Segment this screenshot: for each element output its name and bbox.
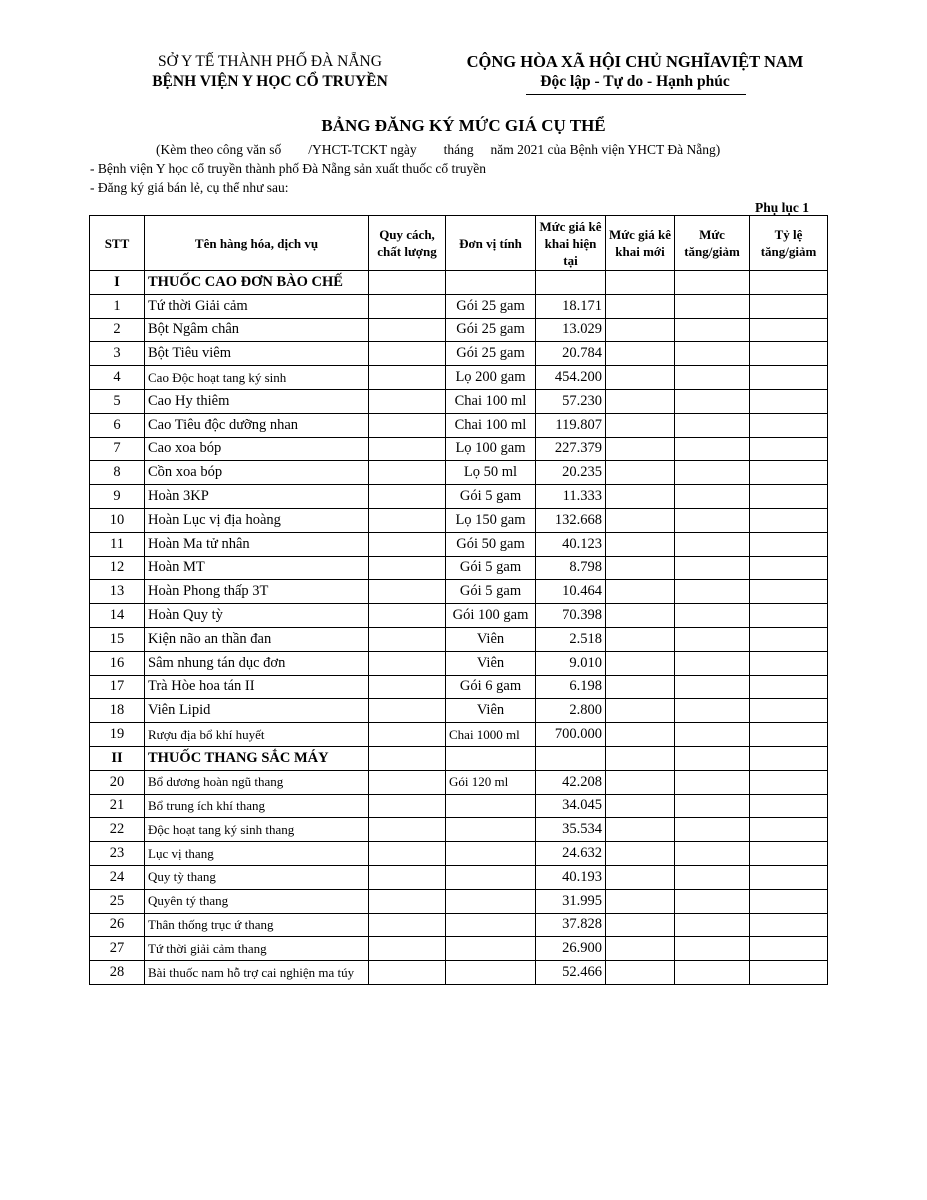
row-change (675, 556, 750, 580)
table-row (90, 556, 828, 580)
table-row (90, 937, 828, 961)
table-row (90, 794, 828, 818)
row-stt: 24 (90, 865, 145, 889)
row-unit: Gói 50 gam (446, 532, 536, 556)
empty-cell (606, 746, 675, 770)
col-header-unit: Đơn vị tính (446, 216, 536, 271)
row-change (675, 485, 750, 509)
col-header-stt: STT (90, 216, 145, 271)
row-stt: 6 (90, 413, 145, 437)
row-current-price: 8.798 (536, 556, 606, 580)
row-new-price (606, 961, 675, 985)
row-current-price: 20.784 (536, 342, 606, 366)
row-change (675, 723, 750, 747)
row-unit: Gói 25 gam (446, 294, 536, 318)
row-name: Cao xoa bóp (145, 437, 369, 461)
row-current-price: 37.828 (536, 913, 606, 937)
section-code: II (90, 746, 145, 770)
national-title: CỘNG HÒA XÃ HỘI CHỦ NGHĨAVIỆT NAM (466, 52, 804, 71)
row-spec (369, 580, 446, 604)
issuer-header (110, 52, 430, 92)
row-stt: 16 (90, 651, 145, 675)
section-title: THUỐC THANG SẮC MÁY (145, 746, 369, 770)
row-ratio (750, 580, 828, 604)
row-new-price (606, 413, 675, 437)
row-current-price: 700.000 (536, 723, 606, 747)
row-name: Hoàn Ma tử nhân (145, 532, 369, 556)
row-stt: 17 (90, 675, 145, 699)
table-row (90, 961, 828, 985)
row-ratio (750, 604, 828, 628)
row-new-price (606, 699, 675, 723)
appendix-label: Phụ lục 1 (754, 200, 809, 215)
row-unit: Chai 100 ml (446, 413, 536, 437)
row-stt: 28 (90, 961, 145, 985)
row-current-price: 42.208 (536, 770, 606, 794)
table-row (90, 889, 828, 913)
row-new-price (606, 723, 675, 747)
row-current-price: 34.045 (536, 794, 606, 818)
row-change (675, 366, 750, 390)
row-change (675, 937, 750, 961)
row-spec (369, 842, 446, 866)
row-stt: 4 (90, 366, 145, 390)
table-row (90, 604, 828, 628)
row-stt: 21 (90, 794, 145, 818)
row-current-price: 9.010 (536, 651, 606, 675)
table-row (90, 342, 828, 366)
row-current-price: 20.235 (536, 461, 606, 485)
row-new-price (606, 294, 675, 318)
row-new-price (606, 913, 675, 937)
table-header-row (90, 216, 828, 271)
row-name: Cao Hy thiêm (145, 389, 369, 413)
row-name: Lục vị thang (145, 842, 369, 866)
row-stt: 13 (90, 580, 145, 604)
row-ratio (750, 889, 828, 913)
row-name: Độc hoạt tang ký sinh thang (145, 818, 369, 842)
row-spec (369, 604, 446, 628)
row-current-price: 40.193 (536, 865, 606, 889)
table-row (90, 485, 828, 509)
row-unit: Lọ 100 gam (446, 437, 536, 461)
table-row (90, 318, 828, 342)
row-change (675, 913, 750, 937)
row-name: Quyên tý thang (145, 889, 369, 913)
row-spec (369, 318, 446, 342)
row-change (675, 294, 750, 318)
row-name: Hoàn Phong thấp 3T (145, 580, 369, 604)
row-stt: 15 (90, 627, 145, 651)
row-current-price: 13.029 (536, 318, 606, 342)
row-stt: 27 (90, 937, 145, 961)
row-new-price (606, 651, 675, 675)
row-current-price: 6.198 (536, 675, 606, 699)
row-ratio (750, 794, 828, 818)
table-row (90, 651, 828, 675)
row-ratio (750, 770, 828, 794)
table-row (90, 913, 828, 937)
row-unit: Chai 1000 ml (446, 723, 536, 747)
row-change (675, 580, 750, 604)
row-ratio (750, 675, 828, 699)
empty-cell (750, 746, 828, 770)
row-name: Tứ thời giải cảm thang (145, 937, 369, 961)
row-new-price (606, 770, 675, 794)
empty-cell (369, 271, 446, 295)
table-row (90, 532, 828, 556)
row-spec (369, 937, 446, 961)
row-new-price (606, 485, 675, 509)
row-new-price (606, 627, 675, 651)
row-stt: 10 (90, 508, 145, 532)
empty-cell (675, 746, 750, 770)
row-new-price (606, 842, 675, 866)
row-spec (369, 627, 446, 651)
row-ratio (750, 818, 828, 842)
row-name: Bột Tiêu viêm (145, 342, 369, 366)
row-name: Bổ trung ích khí thang (145, 794, 369, 818)
row-ratio (750, 413, 828, 437)
table-row (90, 366, 828, 390)
row-current-price: 18.171 (536, 294, 606, 318)
row-ratio (750, 913, 828, 937)
row-ratio (750, 437, 828, 461)
row-current-price: 57.230 (536, 389, 606, 413)
row-stt: 2 (90, 318, 145, 342)
row-stt: 12 (90, 556, 145, 580)
row-current-price: 40.123 (536, 532, 606, 556)
row-unit (446, 794, 536, 818)
row-stt: 7 (90, 437, 145, 461)
row-stt: 23 (90, 842, 145, 866)
national-header (440, 52, 830, 92)
empty-cell (536, 746, 606, 770)
row-ratio (750, 294, 828, 318)
national-motto: Độc lập - Tự do - Hạnh phúc (540, 73, 730, 90)
row-spec (369, 366, 446, 390)
row-spec (369, 913, 446, 937)
table-row (90, 723, 828, 747)
row-spec (369, 961, 446, 985)
row-ratio (750, 699, 828, 723)
empty-cell (750, 271, 828, 295)
empty-cell (446, 746, 536, 770)
row-spec (369, 413, 446, 437)
row-new-price (606, 532, 675, 556)
row-change (675, 699, 750, 723)
empty-cell (446, 271, 536, 295)
row-change (675, 604, 750, 628)
row-stt: 25 (90, 889, 145, 913)
row-spec (369, 556, 446, 580)
issuer-department: SỞ Y TẾ THÀNH PHỐ ĐÀ NẴNG (158, 53, 382, 70)
row-ratio (750, 485, 828, 509)
row-change (675, 865, 750, 889)
row-new-price (606, 889, 675, 913)
row-unit: Viên (446, 627, 536, 651)
row-change (675, 651, 750, 675)
section-title: THUỐC CAO ĐƠN BÀO CHẾ (145, 271, 369, 295)
row-name: Bài thuốc nam hỗ trợ cai nghiện ma túy (145, 961, 369, 985)
empty-cell (606, 271, 675, 295)
row-name: Kiện não an thần đan (145, 627, 369, 651)
row-ratio (750, 342, 828, 366)
row-spec (369, 770, 446, 794)
row-ratio (750, 627, 828, 651)
row-change (675, 461, 750, 485)
row-unit: Lọ 200 gam (446, 366, 536, 390)
row-name: Tứ thời Giải cảm (145, 294, 369, 318)
table-body (90, 271, 828, 985)
row-current-price: 10.464 (536, 580, 606, 604)
row-spec (369, 508, 446, 532)
section-code: I (90, 271, 145, 295)
row-stt: 22 (90, 818, 145, 842)
row-ratio (750, 318, 828, 342)
row-new-price (606, 437, 675, 461)
col-header-spec: Quy cách, chất lượng (369, 216, 446, 271)
row-spec (369, 389, 446, 413)
row-current-price: 227.379 (536, 437, 606, 461)
row-change (675, 818, 750, 842)
row-new-price (606, 366, 675, 390)
row-stt: 18 (90, 699, 145, 723)
row-name: Thân thống trục ứ thang (145, 913, 369, 937)
empty-cell (675, 271, 750, 295)
row-new-price (606, 865, 675, 889)
row-stt: 1 (90, 294, 145, 318)
row-current-price: 11.333 (536, 485, 606, 509)
row-change (675, 508, 750, 532)
row-name: Viên Lipid (145, 699, 369, 723)
col-header-new-price: Mức giá kê khai mới (606, 216, 675, 271)
row-stt: 3 (90, 342, 145, 366)
table-row (90, 675, 828, 699)
row-new-price (606, 508, 675, 532)
col-header-ratio: Tỷ lệ tăng/giảm (750, 216, 828, 271)
table-row (90, 818, 828, 842)
row-spec (369, 865, 446, 889)
row-ratio (750, 723, 828, 747)
table-row (90, 580, 828, 604)
row-ratio (750, 508, 828, 532)
row-spec (369, 485, 446, 509)
document-title: BẢNG ĐĂNG KÝ MỨC GIÁ CỤ THỂ (321, 116, 606, 135)
row-spec (369, 437, 446, 461)
row-new-price (606, 794, 675, 818)
row-unit: Viên (446, 651, 536, 675)
row-spec (369, 699, 446, 723)
row-unit: Lọ 50 ml (446, 461, 536, 485)
row-current-price: 132.668 (536, 508, 606, 532)
row-current-price: 70.398 (536, 604, 606, 628)
row-unit (446, 818, 536, 842)
row-current-price: 31.995 (536, 889, 606, 913)
table-row (90, 294, 828, 318)
row-name: Quy tỳ thang (145, 865, 369, 889)
row-spec (369, 889, 446, 913)
row-change (675, 889, 750, 913)
table-row (90, 842, 828, 866)
row-change (675, 675, 750, 699)
row-spec (369, 461, 446, 485)
row-unit: Gói 6 gam (446, 675, 536, 699)
row-current-price: 35.534 (536, 818, 606, 842)
row-new-price (606, 675, 675, 699)
motto-underline (526, 94, 746, 95)
row-new-price (606, 580, 675, 604)
table-row (90, 437, 828, 461)
row-stt: 20 (90, 770, 145, 794)
row-name: Hoàn Quy tỳ (145, 604, 369, 628)
note-line: - Bệnh viện Y học cổ truyền thành phố Đà Nẵng sản xuất thuốc cổ truyền (90, 161, 487, 176)
row-current-price: 2.800 (536, 699, 606, 723)
row-stt: 14 (90, 604, 145, 628)
row-ratio (750, 366, 828, 390)
row-change (675, 532, 750, 556)
row-unit (446, 937, 536, 961)
issuer-hospital: BỆNH VIỆN Y HỌC CỔ TRUYỀN (152, 73, 388, 90)
row-current-price: 2.518 (536, 627, 606, 651)
row-change (675, 961, 750, 985)
row-name: Hoàn MT (145, 556, 369, 580)
row-change (675, 842, 750, 866)
row-unit (446, 865, 536, 889)
row-current-price: 454.200 (536, 366, 606, 390)
row-stt: 19 (90, 723, 145, 747)
row-unit: Gói 25 gam (446, 342, 536, 366)
row-unit: Gói 5 gam (446, 556, 536, 580)
row-unit: Gói 120 ml (446, 770, 536, 794)
table-row (90, 770, 828, 794)
row-unit (446, 913, 536, 937)
row-ratio (750, 961, 828, 985)
note-line: - Đăng ký giá bán lẻ, cụ thể như sau: (90, 180, 289, 195)
row-unit (446, 842, 536, 866)
table-row (90, 865, 828, 889)
table-row (90, 413, 828, 437)
row-new-price (606, 604, 675, 628)
row-spec (369, 675, 446, 699)
row-unit: Chai 100 ml (446, 389, 536, 413)
row-stt: 9 (90, 485, 145, 509)
table-row (90, 389, 828, 413)
row-spec (369, 294, 446, 318)
row-current-price: 119.807 (536, 413, 606, 437)
row-new-price (606, 818, 675, 842)
row-name: Hoàn Lục vị địa hoàng (145, 508, 369, 532)
row-ratio (750, 461, 828, 485)
empty-cell (536, 271, 606, 295)
row-unit (446, 961, 536, 985)
row-unit: Gói 5 gam (446, 485, 536, 509)
row-ratio (750, 937, 828, 961)
row-new-price (606, 556, 675, 580)
row-stt: 26 (90, 913, 145, 937)
row-change (675, 770, 750, 794)
row-unit: Gói 100 gam (446, 604, 536, 628)
row-unit: Gói 25 gam (446, 318, 536, 342)
empty-cell (369, 746, 446, 770)
row-spec (369, 723, 446, 747)
row-current-price: 26.900 (536, 937, 606, 961)
price-table (89, 215, 828, 985)
row-name: Trà Hòe hoa tán II (145, 675, 369, 699)
table-row (90, 508, 828, 532)
row-spec (369, 342, 446, 366)
row-spec (369, 651, 446, 675)
row-name: Rượu địa bổ khí huyết (145, 723, 369, 747)
document-subtitle: (Kèm theo công văn số /YHCT-TCKT ngày tháng năm 2021 của Bệnh viện YHCT Đà Nẵng) (156, 142, 721, 157)
col-header-current-price: Mức giá kê khai hiện tại (536, 216, 606, 271)
section-row (90, 271, 828, 295)
table-row (90, 627, 828, 651)
row-stt: 11 (90, 532, 145, 556)
row-change (675, 389, 750, 413)
row-stt: 8 (90, 461, 145, 485)
row-spec (369, 818, 446, 842)
col-header-change: Mức tăng/giảm (675, 216, 750, 271)
row-name: Hoàn 3KP (145, 485, 369, 509)
row-name: Cồn xoa bóp (145, 461, 369, 485)
row-unit: Lọ 150 gam (446, 508, 536, 532)
row-new-price (606, 389, 675, 413)
row-new-price (606, 937, 675, 961)
row-name: Bột Ngâm chân (145, 318, 369, 342)
row-ratio (750, 389, 828, 413)
table-row (90, 699, 828, 723)
row-spec (369, 532, 446, 556)
row-change (675, 413, 750, 437)
row-new-price (606, 342, 675, 366)
row-ratio (750, 842, 828, 866)
row-name: Sâm nhung tán dục đơn (145, 651, 369, 675)
row-ratio (750, 556, 828, 580)
row-change (675, 318, 750, 342)
row-spec (369, 794, 446, 818)
row-new-price (606, 318, 675, 342)
row-change (675, 627, 750, 651)
section-row (90, 746, 828, 770)
row-unit: Viên (446, 699, 536, 723)
row-unit: Gói 5 gam (446, 580, 536, 604)
row-change (675, 794, 750, 818)
col-header-name: Tên hàng hóa, dịch vụ (145, 216, 369, 271)
row-name: Bổ dương hoàn ngũ thang (145, 770, 369, 794)
row-change (675, 437, 750, 461)
row-current-price: 52.466 (536, 961, 606, 985)
row-new-price (606, 461, 675, 485)
table-row (90, 461, 828, 485)
row-current-price: 24.632 (536, 842, 606, 866)
row-ratio (750, 532, 828, 556)
row-ratio (750, 865, 828, 889)
row-ratio (750, 651, 828, 675)
row-unit (446, 889, 536, 913)
row-name: Cao Độc hoạt tang ký sinh (145, 366, 369, 390)
row-stt: 5 (90, 389, 145, 413)
row-change (675, 342, 750, 366)
row-name: Cao Tiêu độc dưỡng nhan (145, 413, 369, 437)
